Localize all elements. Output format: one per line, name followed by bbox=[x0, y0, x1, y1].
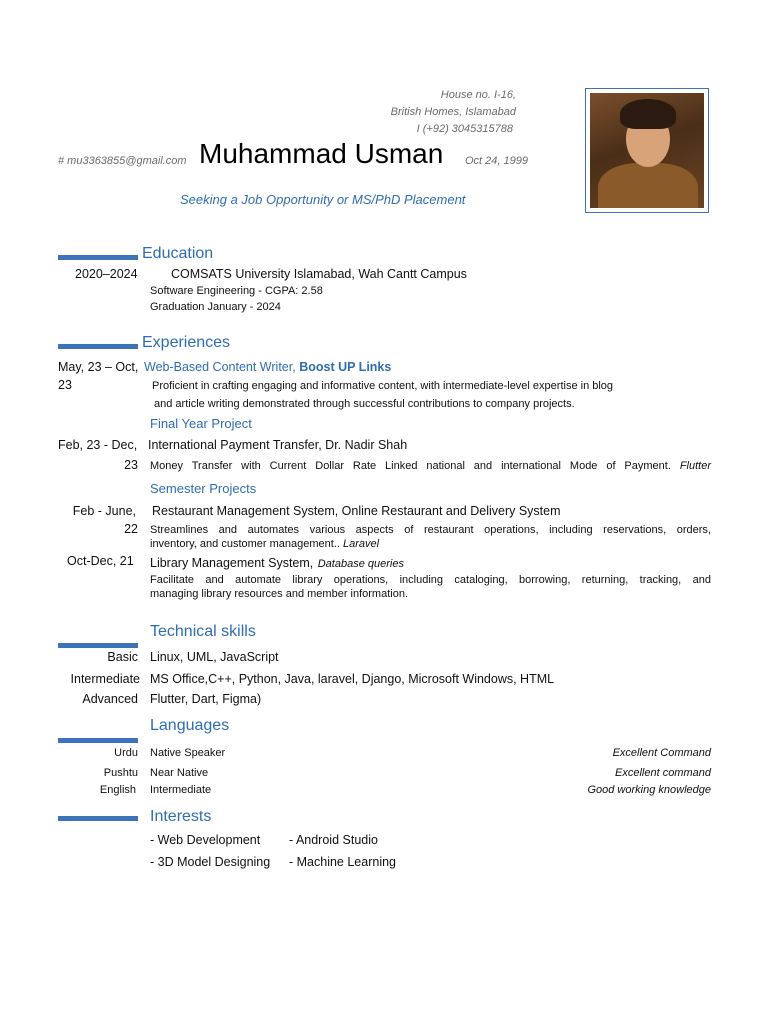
fyp-desc: Money Transfer with Current Dollar Rate Linked national and international Mode of Payment. bbox=[150, 460, 671, 472]
interest-item: - Web Development bbox=[150, 833, 261, 847]
project2-desc: Facilitate and automate library operations, including cataloging, borrowing, returning, tracking, and bbox=[150, 574, 711, 586]
email-address: # mu3363855@gmail.com bbox=[58, 155, 187, 167]
fyp-heading: Final Year Project bbox=[150, 416, 252, 431]
project1-date-end: 22 bbox=[124, 522, 138, 536]
job-role: Web-Based Content Writer, bbox=[144, 360, 296, 374]
project2-tech: Database queries bbox=[317, 558, 404, 570]
job-date: May, 23 – Oct, bbox=[58, 360, 139, 374]
fyp-date: Feb, 23 - Dec, bbox=[58, 438, 138, 452]
lang-english-note: Good working knowledge bbox=[587, 784, 711, 796]
job-date-end: 23 bbox=[58, 378, 72, 392]
interests-rule bbox=[58, 816, 138, 821]
education-graduation: Graduation January - 2024 bbox=[150, 301, 281, 313]
lang-english: English bbox=[99, 784, 136, 796]
experiences-title: Experiences bbox=[142, 334, 231, 351]
skills-title: Technical skills bbox=[150, 623, 256, 640]
career-objective: Seeking a Job Opportunity or MS/PhD Placement bbox=[180, 192, 466, 207]
fyp-date-end: 23 bbox=[124, 458, 138, 472]
skill-items-intermediate: MS Office,C++, Python, Java, laravel, Django, Microsoft Windows, HTML bbox=[150, 672, 555, 686]
date-of-birth: Oct 24, 1999 bbox=[465, 155, 528, 167]
lang-pushtu-level: Near Native bbox=[150, 767, 209, 779]
project2-desc-2: managing library resources and member information. bbox=[150, 588, 409, 600]
interest-item: - Android Studio bbox=[289, 833, 378, 847]
experiences-rule bbox=[58, 344, 138, 349]
project1-desc: Streamlines and automates various aspects of restaurant operations, including reservations, orders, bbox=[150, 524, 711, 536]
project1-title: Restaurant Management System, Online Restaurant and Delivery System bbox=[152, 504, 561, 518]
skills-rule bbox=[58, 643, 138, 648]
full-name: Muhammad Usman bbox=[199, 138, 444, 169]
address-line-2: British Homes, Islamabad bbox=[390, 106, 516, 118]
job-desc-2: and article writing demonstrated through successful contributions to company projects. bbox=[154, 398, 575, 410]
fyp-tech: Flutter bbox=[679, 460, 711, 472]
address-line-1: House no. I-16, bbox=[440, 89, 516, 101]
profile-photo bbox=[585, 88, 709, 213]
lang-pushtu-note: Excellent command bbox=[615, 767, 711, 779]
fyp-desc-line bbox=[150, 458, 711, 474]
lang-english-level: Intermediate bbox=[150, 784, 212, 796]
lang-urdu-note: Excellent Command bbox=[612, 747, 711, 759]
skill-level-intermediate: Intermediate bbox=[70, 672, 140, 686]
project1-tech: Laravel bbox=[343, 538, 380, 550]
education-degree: Software Engineering - CGPA: 2.58 bbox=[150, 285, 323, 297]
languages-rule bbox=[58, 738, 138, 743]
languages-title: Languages bbox=[150, 717, 230, 734]
lang-urdu-level: Native Speaker bbox=[150, 747, 226, 759]
project1-date: Feb - June, bbox=[72, 504, 136, 518]
interest-item: - 3D Model Designing bbox=[150, 855, 271, 869]
education-institution: COMSATS University Islamabad, Wah Cantt Campus bbox=[171, 267, 467, 281]
interests-title: Interests bbox=[150, 808, 212, 825]
skill-level-basic: Basic bbox=[107, 650, 138, 664]
lang-urdu: Urdu bbox=[114, 747, 138, 759]
interest-item: - Machine Learning bbox=[289, 855, 397, 869]
skill-level-advanced: Advanced bbox=[82, 692, 138, 706]
project2-title: Library Management System, bbox=[150, 556, 314, 570]
skill-items-advanced: Flutter, Dart, Figma) bbox=[150, 692, 262, 706]
lang-pushtu: Pushtu bbox=[103, 767, 138, 779]
project1-desc-2: inventory, and customer management.. bbox=[150, 538, 340, 550]
job-company: Boost UP Links bbox=[299, 360, 392, 374]
project2-date: Oct-Dec, 21 bbox=[67, 554, 134, 568]
education-title: Education bbox=[142, 245, 214, 262]
phone-number: I (+92) 3045315788 bbox=[416, 123, 513, 135]
fyp-title: International Payment Transfer, Dr. Nadir Shah bbox=[148, 438, 408, 452]
education-rule bbox=[58, 255, 138, 260]
semester-heading: Semester Projects bbox=[150, 481, 257, 496]
education-years: 2020–2024 bbox=[75, 267, 138, 281]
job-desc-1: Proficient in crafting engaging and informative content, with intermediate-level expertise in blog bbox=[152, 380, 614, 392]
skill-items-basic: Linux, UML, JavaScript bbox=[150, 650, 279, 664]
